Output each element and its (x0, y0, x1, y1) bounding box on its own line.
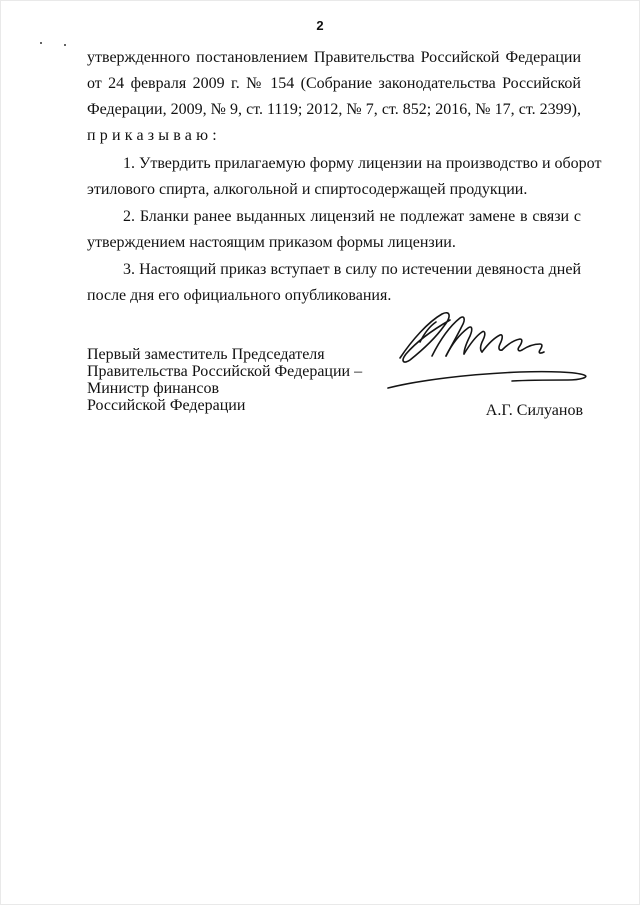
body-line-3: Федерации, 2009, № 9, ст. 1119; 2012, № 7, ст. 852; 2016, № 17, ст. 2399), (87, 101, 581, 118)
signatory-title (87, 346, 387, 414)
item-3-line-2: после дня его официального опубликования. (87, 287, 392, 304)
handwritten-signature (380, 300, 590, 395)
signer-name: А.Г. Силуанов (485, 402, 583, 419)
item-1-line-2: этилового спирта, алкогольной и спиртосодержащей продукции. (87, 181, 528, 198)
signatory-title-line-2: Правительства Российской Федерации – (87, 363, 363, 380)
order-word: приказываю: (87, 127, 221, 144)
signatory-title-line-3: Министр финансов (87, 380, 220, 397)
item-1-line-1: 1. Утвердить прилагаемую форму лицензии на производство и оборот (123, 155, 602, 172)
signatory-title-line-4: Российской Федерации (87, 397, 246, 414)
scan-speck (40, 42, 42, 44)
scan-speck (64, 44, 66, 46)
body-line-1: утвержденного постановлением Правительства Российской Федерации (87, 49, 581, 66)
page-number: 2 (316, 18, 324, 33)
item-3-line-1: 3. Настоящий приказ вступает в силу по истечении девяноста дней (123, 261, 581, 278)
item-2-line-2: утверждением настоящим приказом формы лицензии. (87, 234, 456, 251)
signatory-title-line-1: Первый заместитель Председателя (87, 346, 325, 363)
item-2-line-1: 2. Бланки ранее выданных лицензий не подлежат замене в связи с (123, 208, 581, 225)
body-line-2: от 24 февраля 2009 г. № 154 (Собрание законодательства Российской (87, 75, 581, 92)
